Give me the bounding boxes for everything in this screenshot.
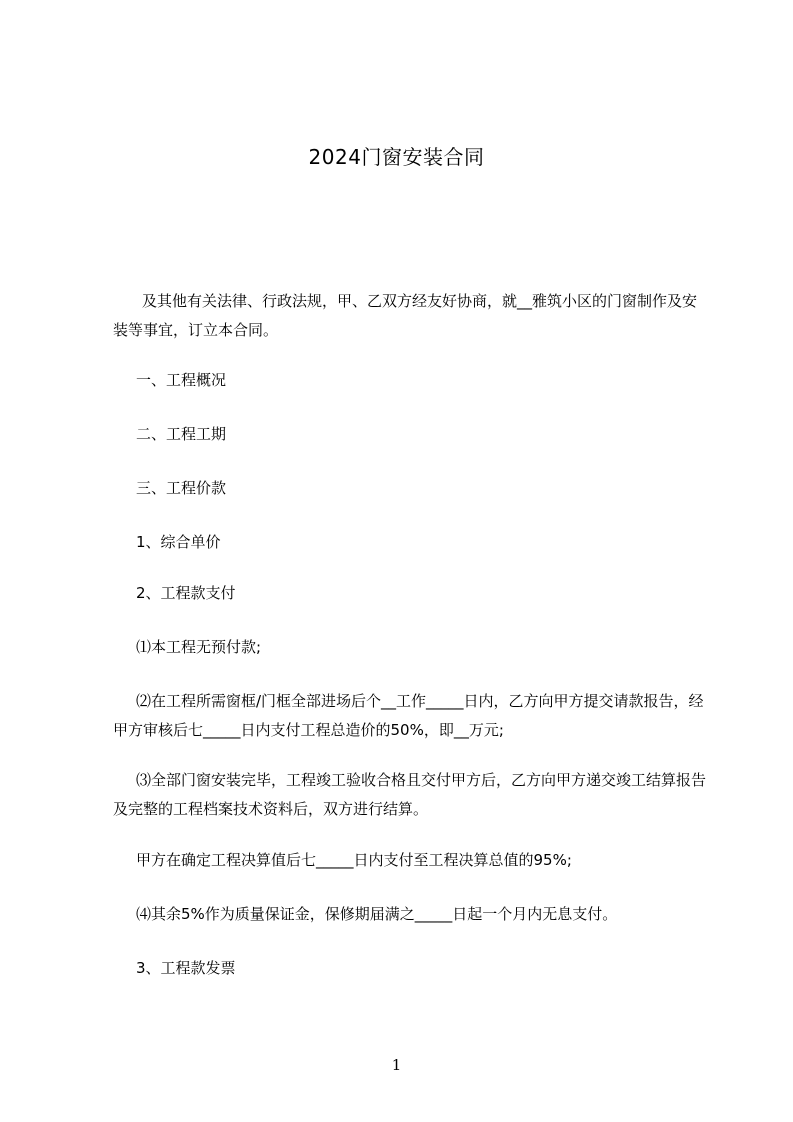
clause-invoice: 3、工程款发票 <box>136 959 236 977</box>
page-number: 1 <box>391 1056 402 1074</box>
intro-paragraph: 及其他有关法律、行政法规，甲、乙双方经友好协商，就__雅筑小区的门窗制作及安装等事宜，订立本合同。 <box>113 292 698 339</box>
payment-item-1: ⑴本工程无预付款; <box>136 638 262 656</box>
payment-final-settlement: 甲方在确定工程决算值后七_____日内支付至工程决算总值的95%; <box>136 851 572 869</box>
document-title: 2024门窗安装合同 <box>308 145 485 169</box>
payment-item-4: ⑷其余5%作为质量保证金，保修期届满之_____日起一个月内无息支付。 <box>136 905 618 923</box>
payment-item-3: ⑶全部门窗安装完毕，工程竣工验收合格且交付甲方后，乙方向甲方递交竣工结算报告及完整的工程档案技术资料后，双方进行结算。 <box>113 771 707 818</box>
clause-payment: 2、工程款支付 <box>136 584 236 602</box>
clause-unit-price: 1、综合单价 <box>136 533 221 551</box>
payment-item-2: ⑵在工程所需窗框/门框全部进场后个__工作_____日内，乙方向甲方提交请款报告，经甲方审核后七_____日内支付工程总造价的50%，即__万元; <box>113 692 704 739</box>
section-heading-project-duration: 二、工程工期 <box>136 425 227 443</box>
section-heading-project-price: 三、工程价款 <box>136 479 227 497</box>
section-heading-project-overview: 一、工程概况 <box>136 371 227 389</box>
